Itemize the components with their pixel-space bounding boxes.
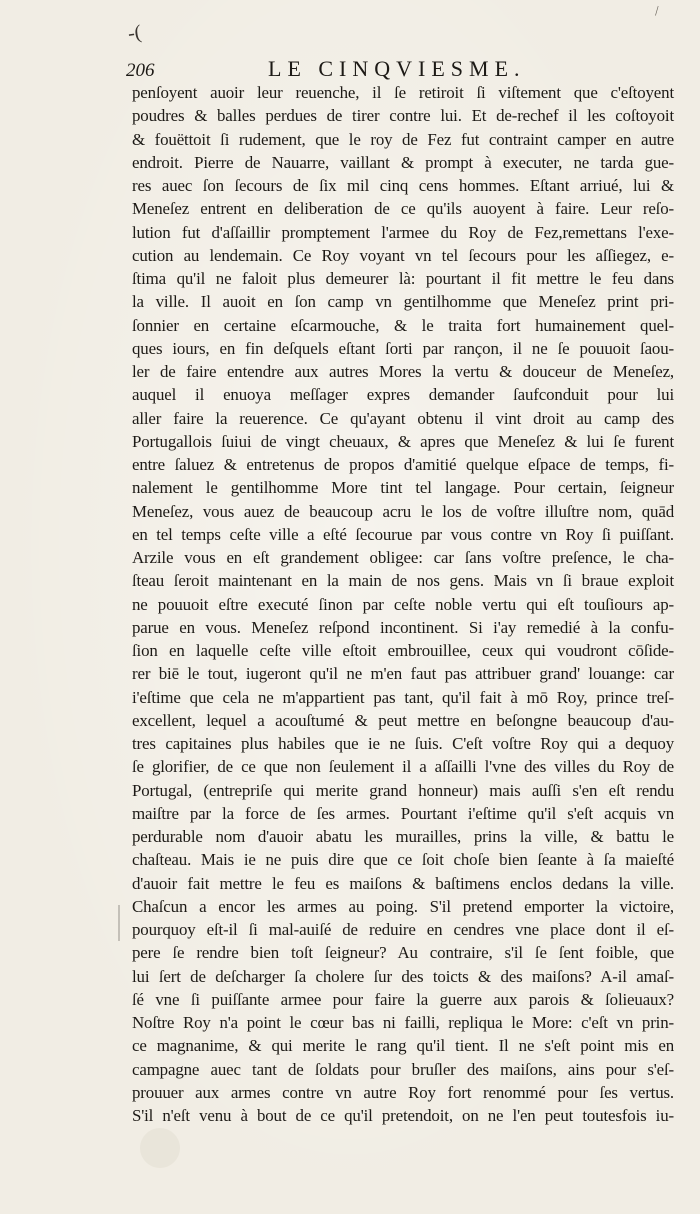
text-line: ler de faire entendre aux autres Mores la vertu & douceur de Meneſez,	[132, 362, 674, 381]
text-line: chaſteau. Mais ie ne puis dire que ce ſoit choſe bien ſeante à ſa maieſté	[132, 850, 674, 870]
text-line: excellent, lequel a acouſtumé & peut mettre en beſongne beaucoup d'au-	[132, 710, 674, 730]
text-line: poudres & balles perdues de tirer contre lui. Et de-rechef il les coſtoyoit	[132, 106, 674, 126]
corner-mark: -(	[126, 21, 143, 45]
text-line: maiſtre par la force de ſes armes. Pourtant i'eſtime qu'il s'eſt acquis vn	[132, 803, 674, 823]
text-line: lution fut d'aſſaillir promptement l'armee du Roy de Fez,remettans l'exe-	[132, 222, 674, 242]
text-line: Noſtre Roy n'a point le cœur bas ni failli, repliqua le More: c'eſt vn prin-	[132, 1013, 674, 1032]
text-line: ques iours, en fin deſquels eſtant ſorti par rançon, il ne ſe pouuoit ſaou-	[132, 338, 674, 358]
text-line: endroit. Pierre de Nauarre, vaillant & prompt à executer, ne tarda gue-	[132, 152, 674, 172]
text-line: ſion en laquelle ceſte ville eſtoit embrouillee, ceux qui voudront cōſide-	[132, 641, 674, 660]
text-line: en tel temps ceſte ville a eſté ſecourue par vous contre vn Roy ſi puiſſant.	[132, 524, 674, 544]
text-line: ne pouuoit eſtre executé ſinon par ceſte noble vertu qui eſt touſiours ap-	[132, 594, 674, 614]
text-line: penſoyent auoir leur reuenche, il ſe retiroit ſi viſtement que c'eſtoyent	[132, 83, 674, 102]
text-line: ſteau ſeroit maintenant en la main de nos gens. Mais vn ſi braue exploit	[132, 571, 674, 591]
page-number: 206	[126, 60, 155, 81]
text-line: lui ſert de deſcharger ſa cholere ſur des toicts & des maiſons? A-il amaſ-	[132, 966, 674, 986]
text-line: ſé vne ſi puiſſante armee pour faire la guerre aux parois & ſolieuaux?	[132, 989, 674, 1009]
text-line: aller faire la reuerence. Ce qu'ayant obtenu il vint droit au camp des	[132, 408, 674, 428]
text-line: tres capitaines plus habiles que ie ne ſuis. C'eſt voſtre Roy qui a dequoy	[132, 734, 674, 753]
text-line: Portugal, (entrepriſe qui merite grand honneur) mais auſſi s'en eſt rendu	[132, 780, 674, 800]
text-line: Meneſez entrent en deliberation de ce qu'ils auoyent à faire. Leur reſo-	[132, 199, 674, 219]
margin-bracket	[118, 905, 120, 941]
text-line: nalement le gentilhomme More tint tel langage. Pour certain, ſeigneur	[132, 478, 674, 498]
paper-stain	[140, 1128, 180, 1168]
text-line: Arzile vous en eſt grandement obligee: car ſans voſtre preſence, le cha-	[132, 548, 674, 567]
page-header	[126, 54, 530, 84]
text-line: res auec ſon ſecours de ſix mil cinq cens hommes. Eſtant arriué, lui &	[132, 176, 674, 195]
text-line: ſtima qu'il ne faloit plus demeurer là: pourtant il fit mettre le feu dans	[132, 269, 674, 288]
text-line: ſonnier en certaine eſcarmouche, & le traita fort humainement quel-	[132, 315, 674, 335]
text-line: ſe glorifier, de ce que non ſeulement il a aſſailli l'vne des villes du Roy de	[132, 757, 674, 777]
text-line: Portugallois ſuiui de vingt cheuaux, & apres que Meneſez & lui ſe furent	[132, 431, 674, 451]
text-line: i'eſtime que cela ne m'appartient pas tant, qu'il fait à mō Roy, prince treſ-	[132, 687, 674, 707]
text-line: auquel il enuoya meſſager expres demander ſaufconduit pour lui	[132, 385, 674, 405]
body-text	[132, 81, 674, 1127]
text-line: S'il n'eſt venu à bout de ce qu'il pretendoit, on ne l'en peut toutesfois iu-	[132, 1106, 674, 1125]
text-line: pere ſe rendre bien toſt ſeigneur? Au contraire, s'il ſe ſent foible, que	[132, 943, 674, 963]
edge-mark: \	[650, 4, 663, 19]
text-line: parue en vous. Meneſez reſpond incontinent. Si i'ay remedié à la confu-	[132, 617, 674, 637]
text-line: d'auoir fait mettre le feu es maiſons & baſtimens enclos dedans la ville.	[132, 873, 674, 893]
text-line: Meneſez, vous auez de beaucoup acru le los de voſtre illuſtre nom, quād	[132, 501, 674, 521]
text-line: cution au lendemain. Ce Roy voyant vn tel ſecours pour les aſſiegez, e-	[132, 245, 674, 265]
text-line: ce magnanime, & qui merite le rang qu'il tient. Il ne s'eſt point mis en	[132, 1036, 674, 1056]
text-line: rer biē le tout, iugeront qu'il ne m'en faut pas attribuer grand' louange: car	[132, 664, 674, 684]
text-line: prouuer aux armes contre vn autre Roy fort renommé pour ſes vertus.	[132, 1082, 674, 1102]
text-line: & fouëttoit ſi rudement, que le roy de Fez fut contraint camper en autre	[132, 129, 674, 149]
text-line: campagne auec tant de ſoldats pour bruſler des maiſons, ains pour s'eſ-	[132, 1059, 674, 1079]
text-line: entre ſaluez & entretenus de propos d'amitié quelque eſpace de temps, fi-	[132, 455, 674, 474]
text-line: perdurable nom d'auoir abatu les murailles, prins la ville, & battu le	[132, 827, 674, 846]
running-title: LE CINQVIESME.	[268, 56, 526, 81]
text-line: Chaſcun a encor les armes au poing. S'il pretend emporter la victoire,	[132, 896, 674, 916]
text-line: pourquoy eſt-il ſi mal-auiſé de reduire en cendres vne place dont il eſ-	[132, 920, 674, 939]
text-line: la ville. Il auoit en ſon camp vn gentilhomme que Meneſez print pri-	[132, 292, 674, 312]
